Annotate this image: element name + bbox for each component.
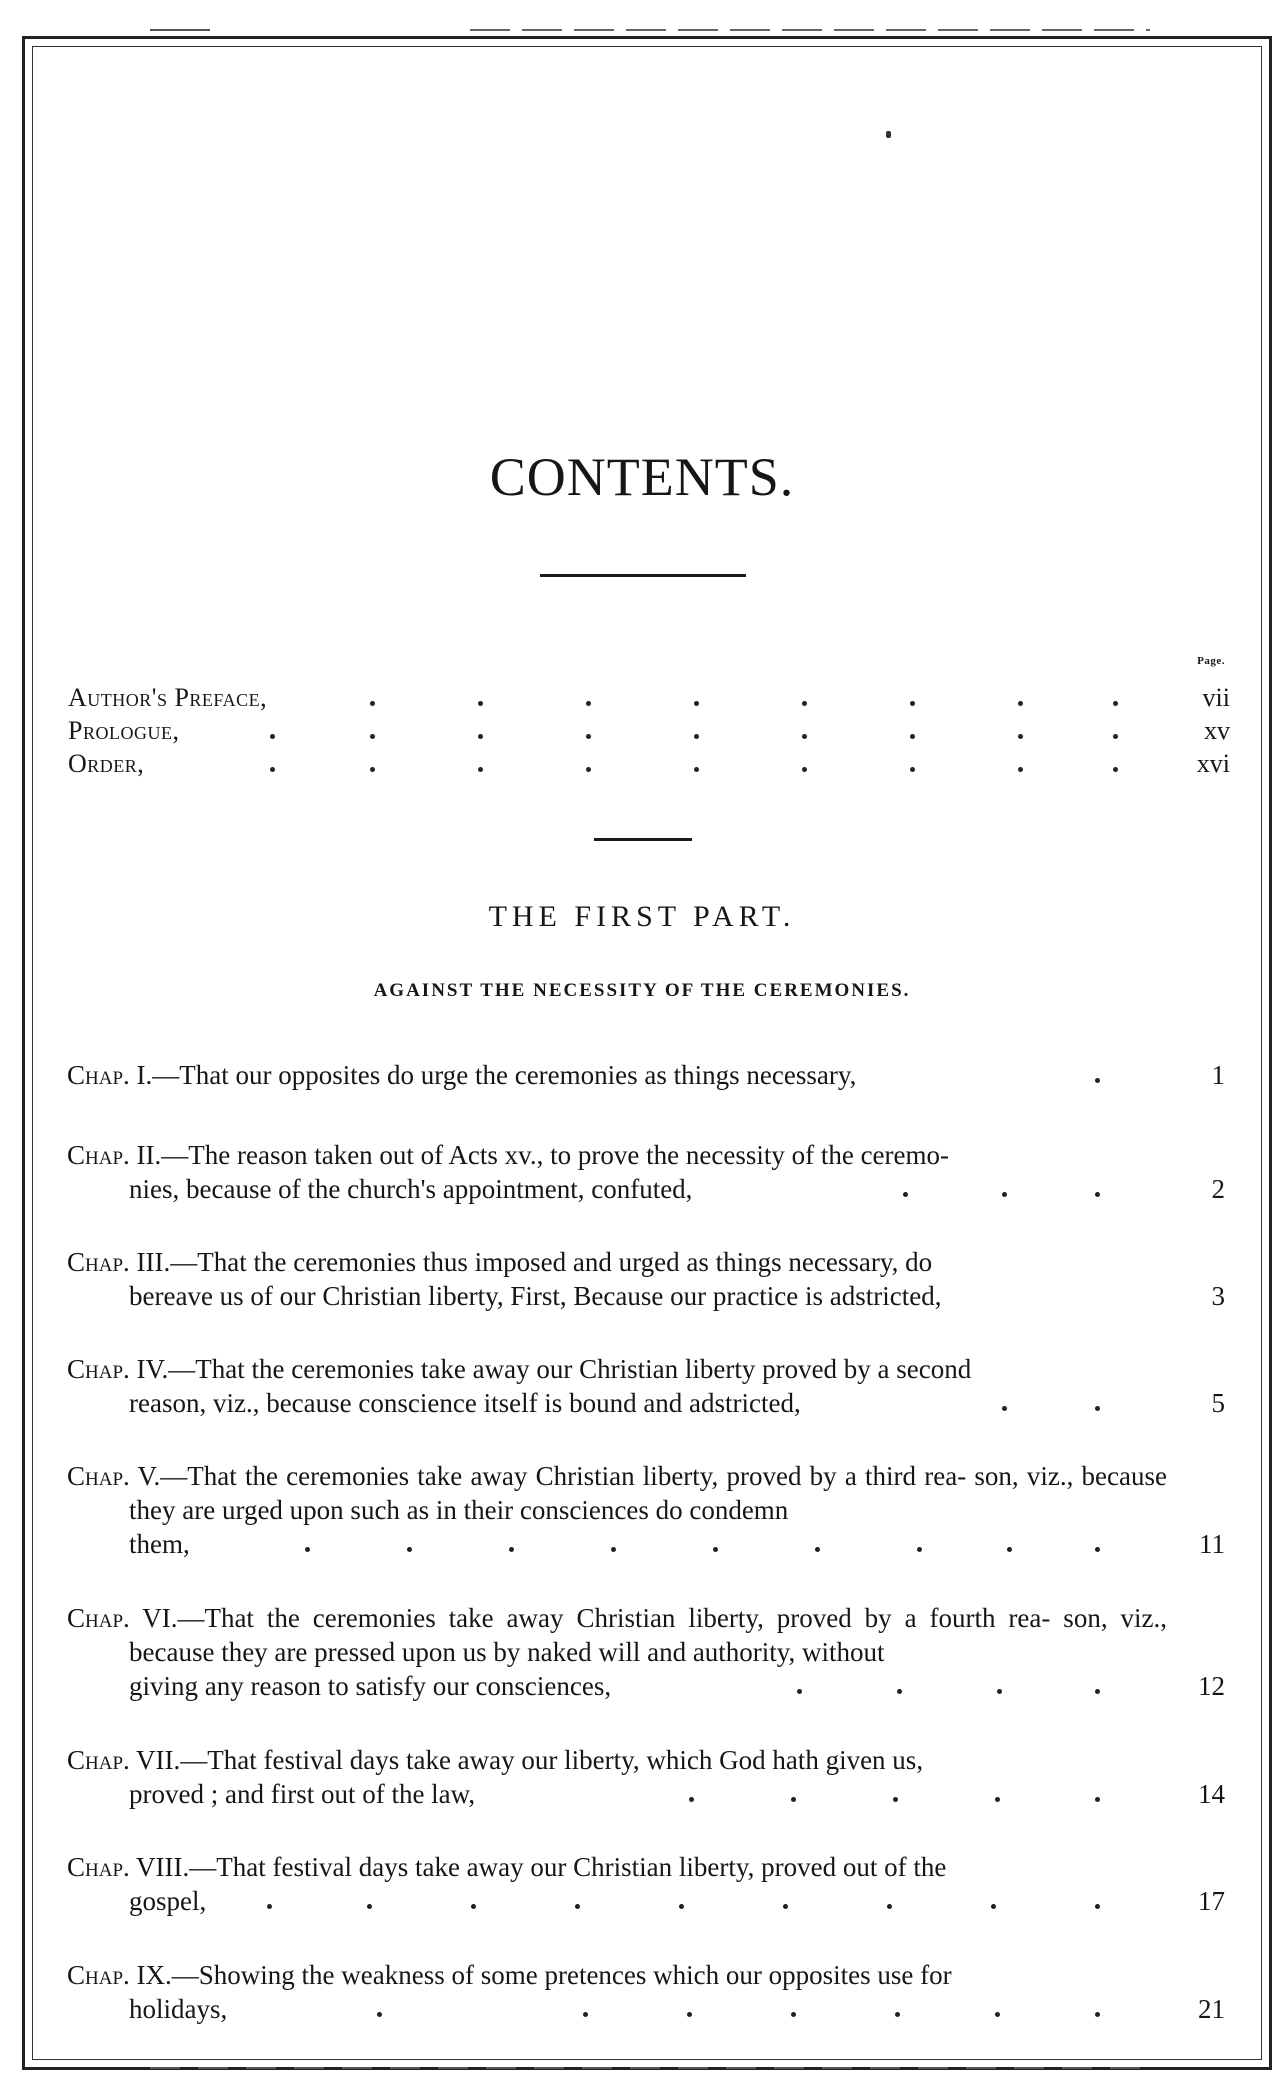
page-title: CONTENTS. xyxy=(489,447,795,508)
chapter-text xyxy=(67,1459,1167,1527)
chapter-entry-4[interactable] xyxy=(67,1352,1231,1420)
chapter-text xyxy=(67,1245,1167,1279)
prelim-entry-prologue[interactable] xyxy=(68,716,1230,748)
section-rule xyxy=(594,838,692,841)
chapter-title-end: bereave us of our Christian liberty, First, Because our practice is adstricted, xyxy=(129,1281,942,1311)
title-rule xyxy=(540,574,746,577)
chapter-title-end: nies, because of the church's appointment, confuted, xyxy=(129,1174,693,1204)
prelim-label: Author's Preface, xyxy=(68,683,268,712)
chapter-last-line xyxy=(67,1172,1231,1206)
leader-dots xyxy=(67,1669,1167,1703)
chapter-entry-9[interactable] xyxy=(67,1958,1231,2026)
ink-speck xyxy=(886,131,891,138)
chapter-text xyxy=(67,1601,1167,1669)
chapter-title-end: holidays, xyxy=(129,1994,228,2024)
leader-dots xyxy=(67,1386,1167,1420)
chapter-page: 11 xyxy=(1199,1529,1225,1559)
chapter-title: —That the ceremonies take away Christian liberty, proved by a third rea- son, viz., because they are urged upon such as in their consciences do condemn xyxy=(129,1461,1167,1525)
chapter-label: Chap. IX. xyxy=(67,1960,172,1990)
chapter-last-line xyxy=(67,1527,1231,1561)
prelim-label: Prologue, xyxy=(68,716,180,745)
page-column-header: Page. xyxy=(1197,655,1225,667)
chapter-entry-5[interactable] xyxy=(67,1459,1231,1561)
leader-dots xyxy=(67,1992,1167,2026)
chapter-last-line xyxy=(67,1386,1231,1420)
chapter-title: —That our opposites do urge the ceremonies as things necessary, xyxy=(152,1060,857,1090)
leader-dots xyxy=(67,1777,1167,1811)
prelim-page: vii xyxy=(1202,683,1230,712)
chapter-page: 12 xyxy=(1198,1671,1225,1701)
chapter-page: 3 xyxy=(1211,1281,1225,1311)
chapter-entry-3[interactable] xyxy=(67,1245,1231,1313)
chapter-last-line xyxy=(67,1777,1231,1811)
chapter-last-line xyxy=(67,1884,1231,1918)
chapter-label: Chap. III. xyxy=(67,1247,171,1277)
prelim-page: xvi xyxy=(1196,749,1230,778)
chapter-title: —That the ceremonies thus imposed and urged as things necessary, do xyxy=(170,1247,933,1277)
chapter-title: —That festival days take away our liberty, which God hath given us, xyxy=(180,1745,924,1775)
chapter-last-line xyxy=(67,1669,1231,1703)
chapter-page: 2 xyxy=(1211,1174,1225,1204)
chapter-label: Chap. IV. xyxy=(67,1354,169,1384)
part-subtitle: AGAINST THE NECESSITY OF THE CEREMONIES. xyxy=(373,980,911,1001)
leader-dots xyxy=(67,1172,1167,1206)
prelim-entry-preface[interactable] xyxy=(68,683,1230,715)
chapter-label: Chap. VII. xyxy=(67,1745,181,1775)
chapter-page: 1 xyxy=(1211,1060,1225,1090)
chapter-text xyxy=(67,1743,1167,1777)
chapter-entry-7[interactable] xyxy=(67,1743,1231,1811)
chapter-text xyxy=(67,1138,1167,1172)
chapter-title: —That festival days take away our Christian liberty, proved out of the xyxy=(189,1852,947,1882)
leader-dots xyxy=(67,1058,1231,1092)
chapter-entry-8[interactable] xyxy=(67,1850,1231,1918)
chapter-title: —Showing the weakness of some pretences which our opposites use for xyxy=(171,1960,952,1990)
chapter-text xyxy=(67,1850,1167,1884)
chapter-title-end: reason, viz., because conscience itself is bound and adstricted, xyxy=(129,1388,801,1418)
chapter-page: 5 xyxy=(1211,1388,1225,1418)
chapter-title: —That the ceremonies take away our Christian liberty proved by a second xyxy=(168,1354,972,1384)
chapter-title-end: proved ; and first out of the law, xyxy=(129,1779,476,1809)
chapter-entry-6[interactable] xyxy=(67,1601,1231,1703)
chapter-text xyxy=(67,1352,1167,1386)
chapter-text xyxy=(67,1958,1167,1992)
chapter-title-end: giving any reason to satisfy our consciences, xyxy=(129,1671,612,1701)
chapter-title: —That the ceremonies take away Christian liberty, proved by a fourth rea- son, viz., because they are pressed upon us by naked will and authority, without xyxy=(129,1603,1167,1667)
chapter-last-line xyxy=(67,1992,1231,2026)
leader-dots xyxy=(68,716,1158,748)
chapter-label: Chap. I. xyxy=(67,1060,153,1090)
leader-dots xyxy=(68,749,1158,781)
chapter-label: Chap. VI. xyxy=(67,1603,178,1633)
leader-dots xyxy=(68,683,1158,715)
chapter-label: Chap. V. xyxy=(67,1461,161,1491)
chapter-page: 14 xyxy=(1198,1779,1225,1809)
prelim-entry-order[interactable] xyxy=(68,749,1230,781)
part-title: THE FIRST PART. xyxy=(488,900,796,933)
leader-dots xyxy=(67,1884,1167,1918)
top-dash-rule xyxy=(150,28,1150,32)
chapter-title: —The reason taken out of Acts xv., to prove the necessity of the ceremo- xyxy=(161,1140,950,1170)
chapter-label: Chap. II. xyxy=(67,1140,162,1170)
chapter-last-line xyxy=(67,1279,1231,1313)
chapter-title-end: them, xyxy=(129,1529,190,1559)
chapter-page: 17 xyxy=(1198,1886,1225,1916)
chapter-title-end: gospel, xyxy=(129,1886,207,1916)
bottom-dash-rule xyxy=(150,2066,1150,2070)
chapter-entry-1[interactable] xyxy=(67,1058,1231,1092)
leader-dots xyxy=(67,1527,1167,1561)
prelim-page: xv xyxy=(1204,716,1230,745)
chapter-entry-2[interactable] xyxy=(67,1138,1231,1206)
chapter-label: Chap. VIII. xyxy=(67,1852,190,1882)
chapter-page: 21 xyxy=(1198,1994,1225,2024)
prelim-label: Order, xyxy=(68,749,145,778)
